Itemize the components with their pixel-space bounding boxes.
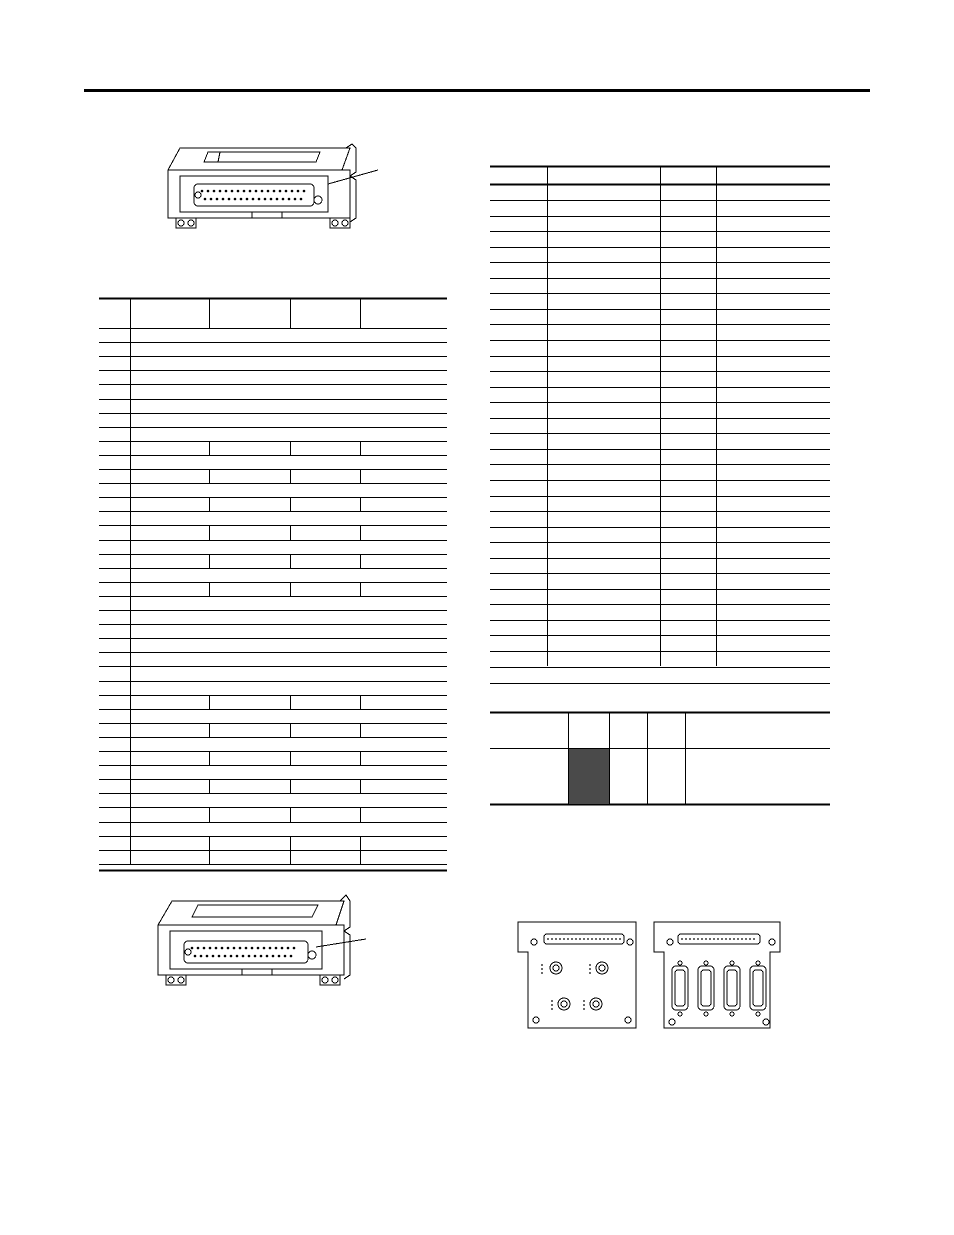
breakout-board-left [518,922,636,1028]
header-rule [84,89,870,92]
signal-pin-table [99,298,447,873]
breakout-board-right [654,922,780,1028]
controller-io-connector-icon [152,893,384,993]
table-rows [99,328,447,865]
indicator-on-cell [569,749,609,804]
controller-io-connector-icon [160,140,390,235]
pin-assignment-table [490,166,830,686]
breakout-boards-icon [514,918,784,1033]
indicator-status-table [490,712,830,807]
